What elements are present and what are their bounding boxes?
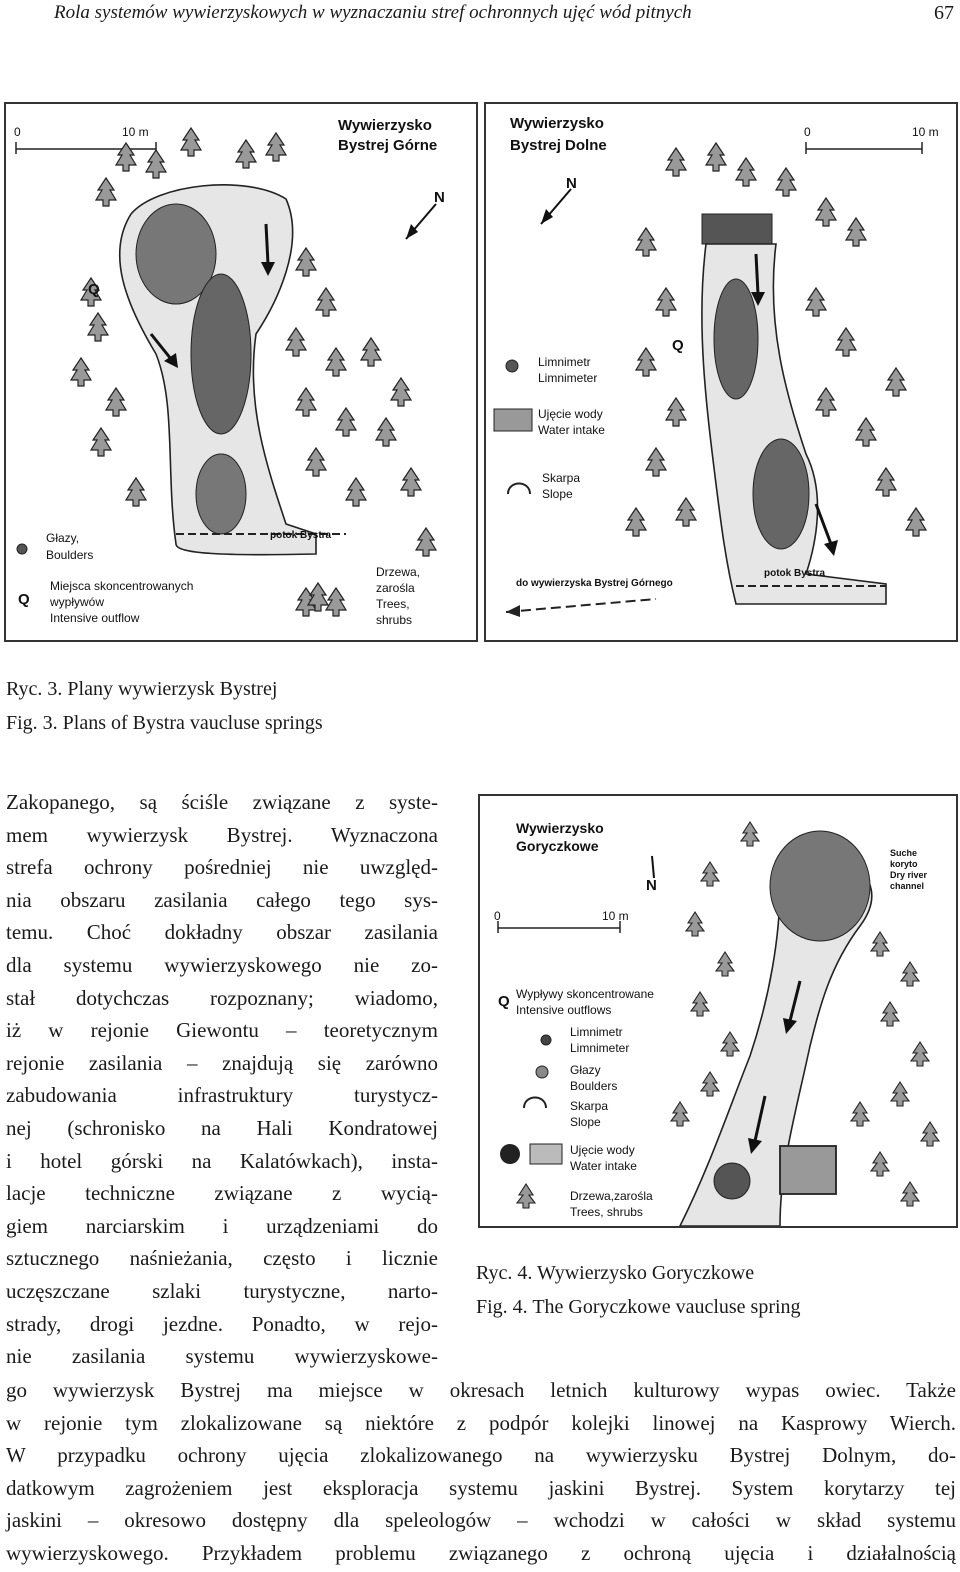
legend-intake-en: Water intake	[538, 423, 605, 437]
map-title-line2: Bystrej Dolne	[510, 137, 607, 154]
text-line: jaskini – okresowo dostępny dla speleologów – wchodzi w całości w skład systemu	[6, 1508, 956, 1533]
dry-channel-label-2: koryto	[890, 859, 918, 869]
text-line: W przypadku ochrony ujęcia zlokalizowanego na wywierzysku Bystrej Dolnym, do-	[6, 1443, 956, 1468]
legend-trees-pl: Drzewa,zarośla	[570, 1189, 653, 1203]
dry-channel-label-1: Suche	[890, 848, 918, 858]
map-title-line2: Bystrej Górne	[338, 137, 438, 154]
north-label: N	[646, 877, 657, 894]
legend-trees-en: Trees, shrubs	[570, 1205, 643, 1219]
map-bystrej-gorne	[4, 102, 478, 642]
legend-intake-pl: Ujęcie wody	[538, 407, 603, 421]
scale-zero-label: 0	[14, 125, 21, 139]
q-marker: Q	[672, 337, 684, 354]
figure4-caption-pl: Ryc. 4. Wywierzysko Goryczkowe	[476, 1262, 755, 1284]
q-marker: Q	[88, 281, 100, 298]
text-line: lacje techniczne związane z wycią-	[6, 1181, 438, 1206]
legend-slope-en: Slope	[542, 487, 573, 501]
text-line: Zakopanego, są ściśle związane z syste-	[6, 790, 438, 814]
legend-limnimeter-pl: Limnimetr	[538, 355, 591, 369]
map-bystrej-dolne	[484, 102, 958, 642]
legend-outflow-en: Intensive outflow	[50, 611, 140, 625]
legend-intake-en: Water intake	[570, 1159, 637, 1173]
legend-intake-pl: Ujęcie wody	[570, 1143, 635, 1157]
text-line: giem narciarskim i urządzeniami do	[6, 1213, 438, 1238]
text-line: datkowym zagrożeniem jest eksploracja systemu jaskini Bystrej. System korytarzy tej	[6, 1475, 956, 1500]
map-title-line2: Goryczkowe	[516, 838, 599, 854]
text-line: strady, drogi jezdne. Ponadto, w rejo-	[6, 1311, 438, 1336]
dry-channel-label-4: channel	[890, 881, 925, 891]
text-line: sztucznego naśnieżania, często i licznie	[6, 1246, 438, 1271]
legend-slope-pl: Skarpa	[570, 1099, 609, 1113]
legend-q-symbol: Q	[498, 993, 510, 1010]
text-line: strefa ochrony pośredniej nie uwzględ-	[6, 855, 438, 880]
legend-slope-en: Slope	[570, 1115, 601, 1129]
body-text-full-width	[6, 1374, 956, 1570]
legend-boulders-en: Boulders	[46, 548, 94, 562]
legend-outflows-pl: Wypływy skoncentrowane	[516, 987, 654, 1001]
legend-trees-en-1: Trees,	[376, 597, 410, 611]
scale-zero-label: 0	[494, 909, 501, 923]
legend-limnimeter-pl: Limnimetr	[570, 1025, 623, 1039]
text-line: stał dotychczas rozpoznany; wiadomo,	[6, 985, 438, 1010]
map-title-line1: Wywierzysko	[510, 115, 604, 132]
legend-boulders-pl: Głazy,	[46, 531, 80, 545]
figure3-caption-en: Fig. 3. Plans of Bystra vaucluse springs	[6, 712, 323, 734]
text-line: iż w rejonie Giewontu – teoretycznym	[6, 1018, 438, 1043]
running-title: Rola systemów wywierzyskowych w wyznaczaniu stref ochronnych ujęć wód pitnych	[54, 2, 692, 23]
text-line: nie zasilania systemu wywierzyskowe-	[6, 1344, 438, 1369]
text-line: uczęszczane szlaki turystyczne, narto-	[6, 1278, 438, 1303]
legend-trees-pl-1: Drzewa,	[376, 565, 421, 579]
legend-q-symbol: Q	[18, 591, 30, 608]
dry-channel-label-3: Dry river	[890, 870, 928, 880]
text-line: w rejonie tym zlokalizowane są niektóre z podpór kolejki linowej na Kasprowy Wierch.	[6, 1410, 956, 1435]
page-number: 67	[934, 2, 954, 24]
stream-label: potok Bystra	[764, 568, 826, 579]
text-line: rejonie zasilania – znajdują się zarówno	[6, 1050, 438, 1075]
figure3-caption-pl: Ryc. 3. Plany wywierzysk Bystrej	[6, 678, 278, 700]
legend-outflow-pl-1: Miejsca skoncentrowanych	[50, 579, 194, 593]
legend-boulders-pl: Głazy	[570, 1063, 601, 1077]
body-text-narrow-column	[6, 786, 438, 1373]
scale-end-label: 10 m	[602, 909, 629, 923]
running-header	[0, 0, 960, 34]
text-line: mem wywierzysk Bystrej. Wyznaczona	[6, 822, 438, 847]
legend-limnimeter-en: Limnimeter	[538, 371, 598, 385]
legend-slope-pl: Skarpa	[542, 471, 581, 485]
legend-outflow-pl-2: wypływów	[50, 595, 105, 609]
text-line: nia obszaru zasilania całego tego sys-	[6, 887, 438, 912]
north-label: N	[434, 189, 445, 206]
scale-zero-label: 0	[804, 125, 811, 139]
text-line: zabudowania infrastruktury turystycz-	[6, 1083, 438, 1108]
text-line: nej (schronisko na Hali Kondratowej	[6, 1115, 438, 1140]
north-label: N	[566, 175, 577, 192]
map-title-line1: Wywierzysko	[516, 820, 604, 836]
legend-limnimeter-en: Limnimeter	[570, 1041, 630, 1055]
text-line: dla systemu wywierzyskowego nie zo-	[6, 952, 438, 977]
scale-end-label: 10 m	[912, 125, 939, 139]
text-line: wywierzyskowego. Przykładem problemu związanego z ochroną ujęcia i działalnością	[6, 1540, 956, 1565]
scale-end-label: 10 m	[122, 125, 149, 139]
stream-label: potok Bystra	[270, 530, 332, 541]
text-line: go wywierzysk Bystrej ma miejsce w okresach letnich kulturowy wypas owiec. Także	[6, 1378, 956, 1402]
to-upper-label: do wywierzyska Bystrej Górnego	[516, 578, 673, 589]
legend-outflows-en: Intensive outflows	[516, 1003, 612, 1017]
legend-trees-en-2: shrubs	[376, 613, 413, 627]
legend-boulders-en: Boulders	[570, 1079, 618, 1093]
map-goryczkowe	[478, 794, 958, 1228]
text-line: temu. Choć dokładny obszar zasilania	[6, 920, 438, 945]
legend-trees-pl-2: zarośla	[376, 581, 415, 595]
text-line: i hotel górski na Kalatówkach), insta-	[6, 1148, 438, 1173]
map-title-line1: Wywierzysko	[338, 117, 432, 134]
figure4-caption-en: Fig. 4. The Goryczkowe vaucluse spring	[476, 1296, 801, 1318]
